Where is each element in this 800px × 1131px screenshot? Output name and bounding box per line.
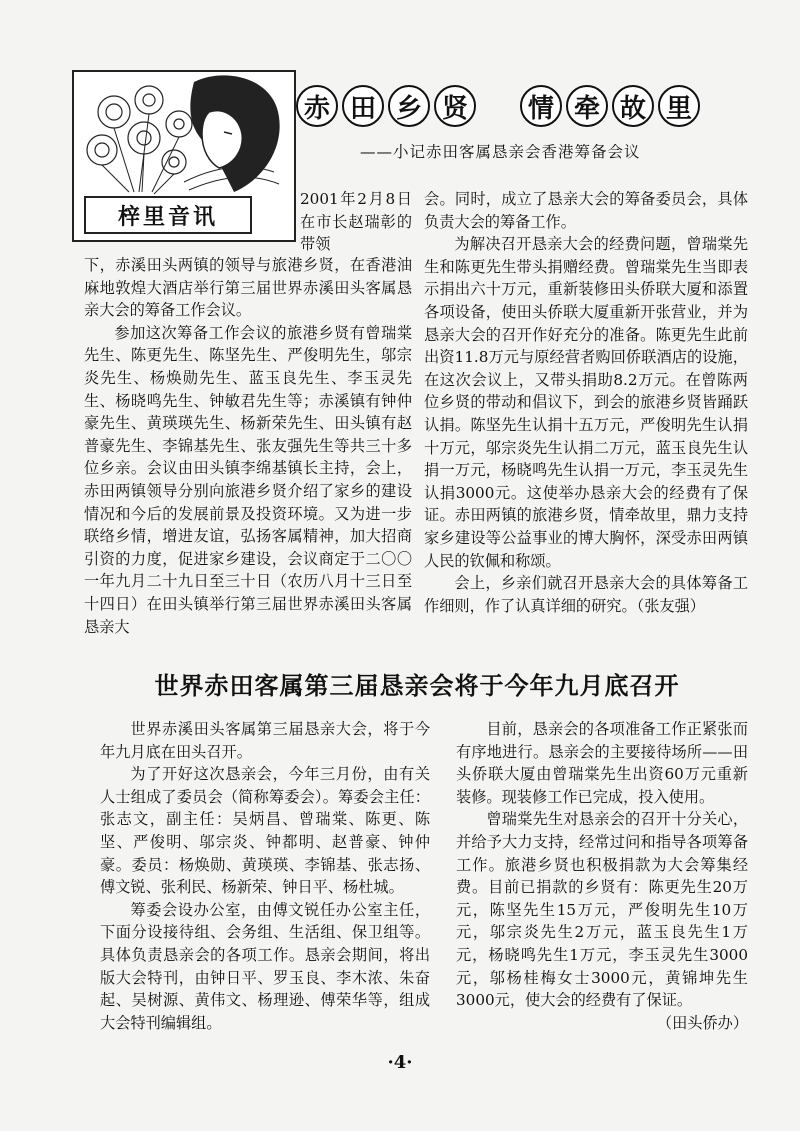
article1-column-right	[424, 188, 748, 617]
paragraph: 曾瑞棠先生对恳亲会的召开十分关心，并给予大力支持，经常过问和指导各项筹备工作。旅港乡贤也积极捐款为大会筹集经费。目前已捐款的乡贤有：陈更先生20万元，陈坚先生15万元，严俊明先生10万元，邬宗炎先生2万元，蓝玉良先生1万元，杨晓鸣先生1万元，李玉灵先生3000元，邬杨桂梅女士3000元，黄锦坤先生3000元，使大会的经费有了保证。	[456, 810, 748, 1010]
paragraph: 会。同时，成立了恳亲大会的筹备委员会，具体负责大会的筹备工作。	[424, 190, 748, 231]
paragraph: 2001年2月8日在市长赵瑞彰的带领	[300, 190, 412, 254]
paragraph: 为解决召开恳亲大会的经费问题，曾瑞棠先生和陈更先生带头捐赠经费。曾瑞棠先生当即表示捐出六十万元，重新装修田头侨联大厦和添置各项设备，使田头侨联大厦重新开张营业，并为恳亲大会的召开作好充分的准备。陈更先生此前出资11.8万元与原经营者购回侨联酒店的设施，在这次会议上，又带头捐助8.2万元。在曾陈两位乡贤的带动和倡议下，到会的旅港乡贤皆踊跃认捐。陈坚先生认捐十五万元，严俊明先生认捐十万元，邬宗炎先生认捐二万元，蓝玉良先生认捐一万元，杨晓鸣先生认捐一万元，李玉灵先生认捐3000元。这使举办恳亲大会的经费有了保证。赤田两镇的旅港乡贤，情牵故里，鼎力支持家乡建设等公益事业的博大胸怀，深受赤田两镇人民的钦佩和称颂。	[424, 235, 748, 570]
title-char: 贤	[434, 85, 476, 127]
paragraph: 世界赤溪田头客属第三届恳亲大会，将于今年九月底在田头召开。	[100, 720, 430, 761]
byline: （田头侨办）	[656, 1013, 748, 1032]
article2-column-left	[100, 718, 430, 1034]
paragraph: 为了开好这次恳亲会，今年三月份，由有关人士组成了委员会（简称筹委会）。筹委会主任：张志文，副主任：吴炳昌、曾瑞棠、陈更、陈坚、严俊明、邬宗炎、钟都明、赵普豪、钟仲豪。委员：杨焕勋、黄瑛瑛、李锦基、张志扬、傅文锐、张利民、杨新荣、钟日平、杨杜城。	[100, 765, 430, 897]
article1-opening	[300, 188, 412, 256]
article2-headline: 世界赤田客属第三届恳亲会将于今年九月底召开	[154, 671, 680, 700]
paragraph: 目前，恳亲会的各项准备工作正紧张而有序地进行。恳亲会的主要接待场所——田头侨联大厦由曾瑞棠先生出资60万元重新装修。现装修工作已完成，投入使用。	[456, 720, 748, 806]
title-char: 乡	[388, 85, 430, 127]
article1-column-left	[84, 254, 412, 638]
section-banner: 梓里音讯	[84, 196, 252, 234]
article2-column-right	[456, 718, 748, 1034]
paragraph: 下，赤溪田头两镇的领导与旅港乡贤，在香港油麻地敦煌大酒店举行第三届世界赤溪田头客属恳亲大会的筹备工作会议。	[84, 256, 412, 320]
title-char: 田	[342, 85, 384, 127]
paragraph: 筹委会设办公室，由傅文锐任办公室主任，下面分设接待组、会务组、生活组、保卫组等。具体负责恳亲会的各项工作。恳亲会期间，将出版大会特刊，由钟日平、罗玉良、李木浓、朱奋起、吴树源、黄伟文、杨理逊、傅荣华等，组成大会特刊编辑组。	[100, 900, 430, 1032]
title-char: 情	[520, 85, 562, 127]
title-char: 牵	[566, 85, 608, 127]
title-char: 故	[612, 85, 654, 127]
page-number: ·4·	[387, 1052, 413, 1073]
article-subtitle: ——小记赤田客属恳亲会香港筹备会议	[360, 143, 641, 161]
paragraph: 会上，乡亲们就召开恳亲大会的具体筹备工作细则，作了认真详细的研究。（张友强）	[424, 574, 748, 615]
title-char: 赤	[296, 85, 338, 127]
paragraph: 参加这次筹备工作会议的旅港乡贤有曾瑞棠先生、陈更先生、陈坚先生、严俊明先生，邬宗炎先生、杨焕勋先生、蓝玉良先生、李玉灵先生、杨晓鸣先生、钟敏君先生等；赤溪镇有钟仲豪先生、黄瑛瑛先生、杨新荣先生、田头镇有赵普豪先生、李锦基先生、张友强先生等共三十多位乡亲。会议由田头镇李绵基镇长主持，会上，赤田两镇领导分别向旅港乡贤介绍了家乡的建设情况和今后的发展前景及投资环境。又为进一步联络乡情，增进友谊，弘扬客属精神，加大招商引资的力度，促进家乡建设，会议商定于二〇〇一年九月二十九日至三十日（农历八月十三日至十四日）在田头镇举行第三届世界赤溪田头客属恳亲大	[84, 323, 412, 636]
article-title	[296, 84, 736, 128]
title-char: 里	[658, 85, 700, 127]
